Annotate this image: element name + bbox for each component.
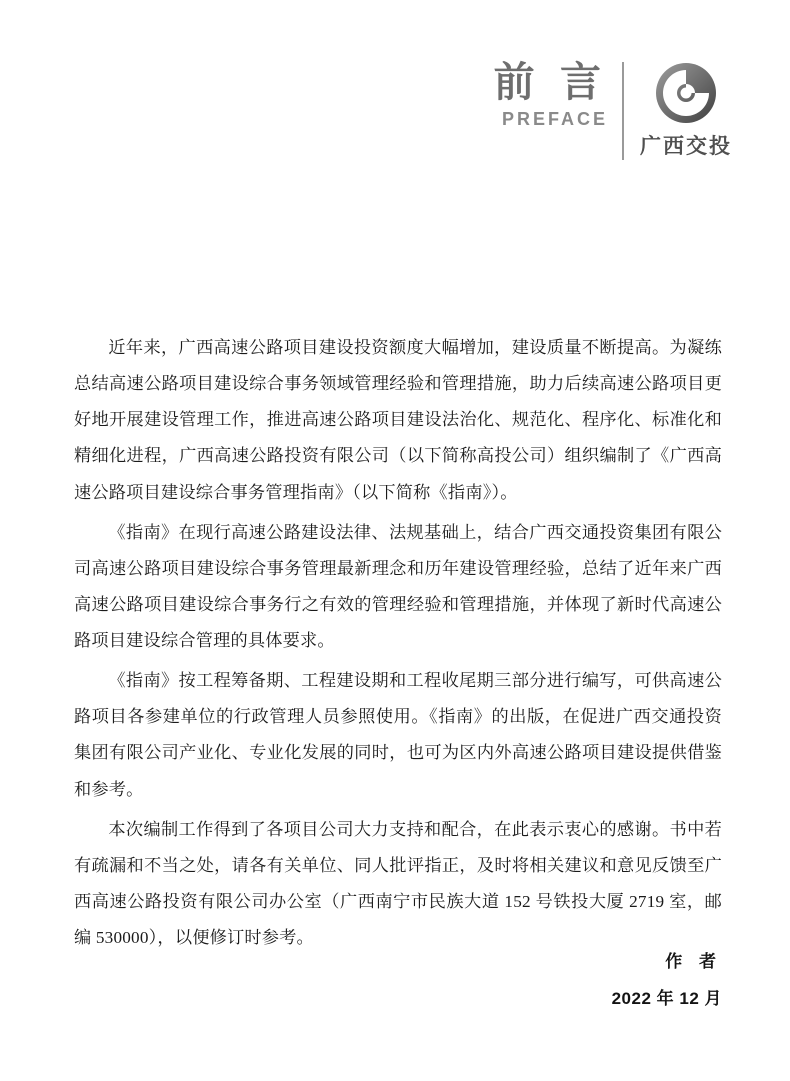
page-title: 前 言 (493, 59, 608, 105)
signature-block (612, 947, 722, 1009)
spiral-g-logo-icon (655, 62, 717, 124)
paragraph-2: 《指南》在现行高速公路建设法律、法规基础上，结合广西交通投资集团有限公司高速公路项目建设综合事务管理最新理念和历年建设管理经验，总结了近年来广西高速公路项目建设综合事务行之有效的管理经验和管理措施，并体现了新时代高速公路项目建设综合管理的具体要求。 (74, 522, 722, 650)
page-masthead (493, 59, 732, 160)
brand-block (622, 62, 732, 160)
preface-title-block (493, 59, 608, 129)
paragraph-1: 近年来，广西高速公路项目建设投资额度大幅增加，建设质量不断提高。为凝练总结高速公路项目建设综合事务领域管理经验和管理措施，助力后续高速公路项目更好地开展建设管理工作，推进高速公路项目建设法治化、规范化、程序化、标准化和精细化进程，广西高速公路投资有限公司（以下简称高投公司）组织编制了《广西高速公路项目建设综合事务管理指南》（以下简称《指南》）。 (74, 338, 722, 502)
preface-body (74, 330, 722, 960)
brand-name: 广西交投 (640, 135, 732, 158)
paragraph-4: 本次编制工作得到了各项目公司大力支持和配合，在此表示衷心的感谢。书中若有疏漏和不当之处，请各有关单位、同人批评指正，及时将相关建议和意见反馈至广西高速公路投资有限公司办公室（广西南宁市民族大道 152 号铁投大厦 2719 室，邮编 530000），以便修订时参考。 (74, 819, 722, 947)
signature-date: 2022 年 12 月 (611, 989, 722, 1008)
page-title-english: PREFACE (501, 109, 608, 129)
paragraph-3: 《指南》按工程筹备期、工程建设期和工程收尾期三部分进行编写，可供高速公路项目各参建单位的行政管理人员参照使用。《指南》的出版，在促进广西交通投资集团有限公司产业化、专业化发展的同时，也可为区内外高速公路项目建设提供借鉴和参考。 (74, 671, 722, 799)
signature-author: 作 者 (665, 952, 722, 971)
